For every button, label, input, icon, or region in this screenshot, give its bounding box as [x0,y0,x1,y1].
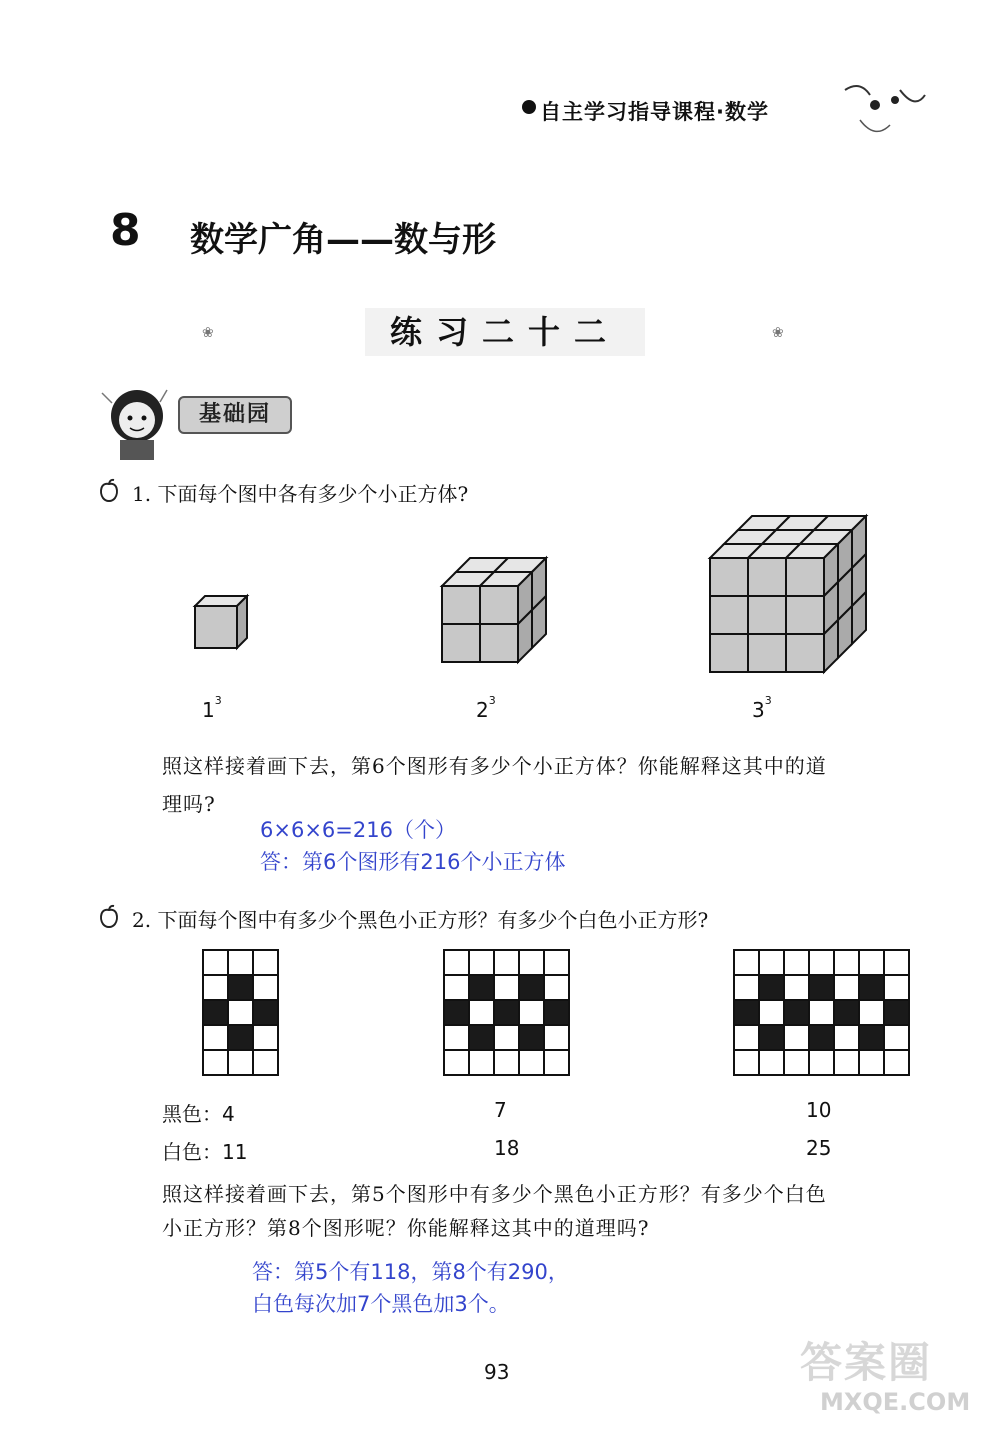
watermark-url: MXQE.COM [820,1388,971,1416]
q1-label-2: $2^3$ [476,694,496,722]
q1-answer-line1: 6×6×6=216（个） [260,818,456,842]
watermark-logo: 答案圈 [800,1338,933,1387]
q2-black-value-3: 10 [806,1098,832,1122]
chapter-title: 数学广角——数与形 [190,220,496,260]
q1-prompt-line2: 理吗? [162,792,216,816]
q2-white-label: 白色：11 [162,1140,248,1164]
q2-text: 2. 下面每个图中有多少个黑色小正方形？有多少个白色小正方形? [132,908,709,932]
grid-figure-3 [734,950,909,1075]
q2-black-value-2: 7 [494,1098,507,1122]
q2-white-value-2: 18 [494,1136,520,1160]
header-title: 自主学习指导课程·数学 [540,100,769,124]
q2-white-value-3: 25 [806,1136,832,1160]
section-title: 练习二十二 [365,308,645,356]
flower-left-icon: ❀ [202,325,214,341]
q1-text: 1. 下面每个图中各有多少个小正方体? [132,482,469,506]
q2-answer-line2: 白色每次加7个黑色加3个。 [252,1292,510,1316]
q1-answer-line2: 答：第6个图形有216个小正方体 [260,850,566,874]
q2-prompt-line2: 小正方形？第8个图形呢？你能解释这其中的道理吗? [162,1216,650,1240]
q1-label-1: $1^3$ [202,694,222,722]
page-number: 93 [484,1360,510,1384]
q2-prompt-line1: 照这样接着画下去，第5个图形中有多少个黑色小正方形？有多少个白色 [162,1182,827,1206]
grid-figure-1 [203,950,278,1075]
q2-black-label: 黑色：4 [162,1102,235,1126]
q1-label-3: $3^3$ [752,694,772,722]
grid-figure-2 [444,950,569,1075]
flower-right-icon: ❀ [772,325,784,341]
q2-answer-line1: 答：第5个有118，第8个有290， [252,1260,569,1284]
q1-prompt-line1: 照这样接着画下去，第6个图形有多少个小正方体？你能解释这其中的道 [162,754,827,778]
chapter-number: 8 [110,205,141,256]
basic-garden-tag: 基础园 [178,396,292,434]
